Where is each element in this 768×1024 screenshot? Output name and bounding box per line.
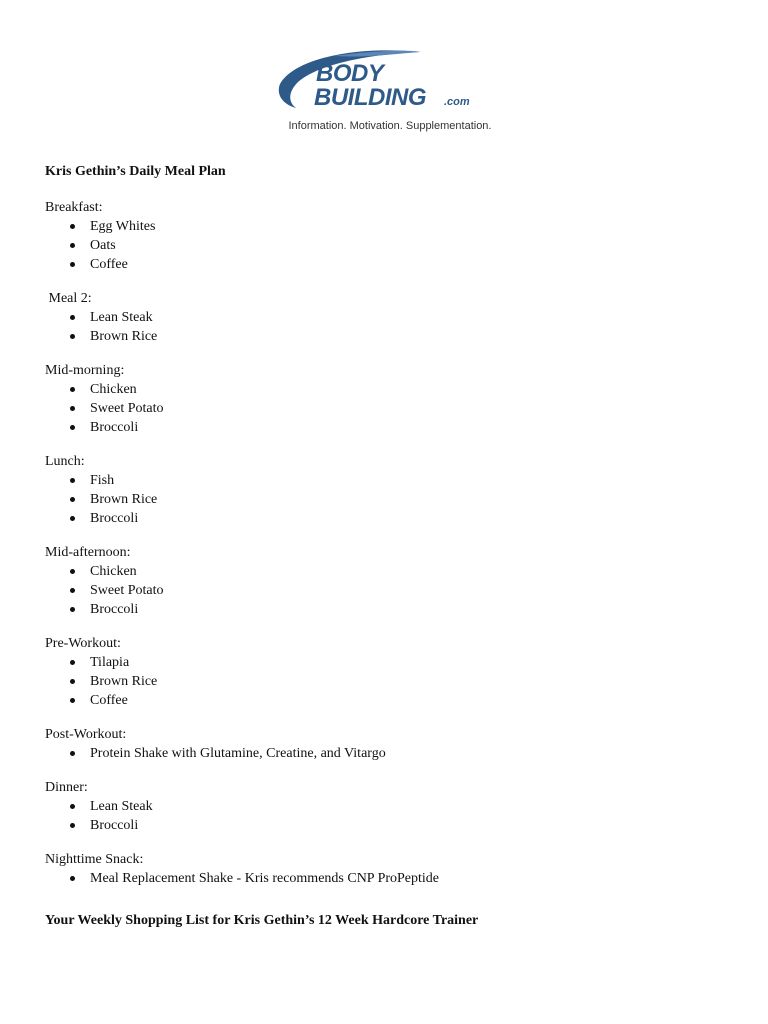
meal-label: Meal 2: — [45, 291, 92, 306]
meal-item: Broccoli — [45, 816, 725, 835]
logo-word-body: BODY — [316, 60, 384, 87]
meal-section — [45, 725, 725, 763]
meal-items-list — [45, 380, 725, 437]
logo-tagline: Information. Motivation. Supplementation. — [288, 120, 492, 132]
meal-item: Coffee — [45, 255, 725, 274]
meal-item: Brown Rice — [45, 672, 725, 691]
meal-items-list — [45, 744, 725, 763]
meal-items-list — [45, 653, 725, 710]
meal-items-list — [45, 308, 725, 346]
meal-item: Broccoli — [45, 600, 725, 619]
document-title: Kris Gethin’s Daily Meal Plan — [45, 164, 226, 179]
meal-item: Lean Steak — [45, 308, 725, 327]
meal-label: Pre-Workout: — [45, 636, 121, 651]
meal-items-list — [45, 869, 725, 888]
meal-section — [45, 850, 725, 888]
meal-item: Sweet Potato — [45, 581, 725, 600]
meal-section — [45, 634, 725, 710]
meal-section — [45, 452, 725, 528]
meal-item: Egg Whites — [45, 217, 725, 236]
meal-item: Chicken — [45, 380, 725, 399]
meal-section — [45, 778, 725, 835]
meal-label: Breakfast: — [45, 200, 103, 215]
meal-item: Tilapia — [45, 653, 725, 672]
meal-label: Post-Workout: — [45, 727, 127, 742]
meal-item: Oats — [45, 236, 725, 255]
meal-items-list — [45, 797, 725, 835]
meal-item: Lean Steak — [45, 797, 725, 816]
meal-item: Meal Replacement Shake - Kris recommends CNP ProPeptide — [45, 869, 725, 888]
meal-plan-list — [45, 198, 725, 903]
logo-domain-suffix: .com — [444, 96, 470, 108]
meal-section — [45, 198, 725, 274]
meal-item: Broccoli — [45, 509, 725, 528]
meal-section — [45, 361, 725, 437]
meal-label: Mid-morning: — [45, 363, 125, 378]
meal-item: Broccoli — [45, 418, 725, 437]
meal-items-list — [45, 471, 725, 528]
meal-label: Nighttime Snack: — [45, 852, 144, 867]
meal-item: Sweet Potato — [45, 399, 725, 418]
meal-items-list — [45, 217, 725, 274]
logo-word-building: BUILDING — [314, 84, 426, 111]
bodybuilding-logo — [274, 48, 506, 138]
meal-item: Protein Shake with Glutamine, Creatine, and Vitargo — [45, 744, 725, 763]
meal-item: Coffee — [45, 691, 725, 710]
meal-item: Brown Rice — [45, 327, 725, 346]
meal-item: Chicken — [45, 562, 725, 581]
meal-section — [45, 289, 725, 346]
meal-section — [45, 543, 725, 619]
meal-label: Mid-afternoon: — [45, 545, 131, 560]
meal-label: Dinner: — [45, 780, 88, 795]
shopping-list-heading: Your Weekly Shopping List for Kris Gethin’s 12 Week Hardcore Trainer — [45, 913, 479, 928]
meal-item: Brown Rice — [45, 490, 725, 509]
meal-item: Fish — [45, 471, 725, 490]
meal-label: Lunch: — [45, 454, 85, 469]
meal-items-list — [45, 562, 725, 619]
